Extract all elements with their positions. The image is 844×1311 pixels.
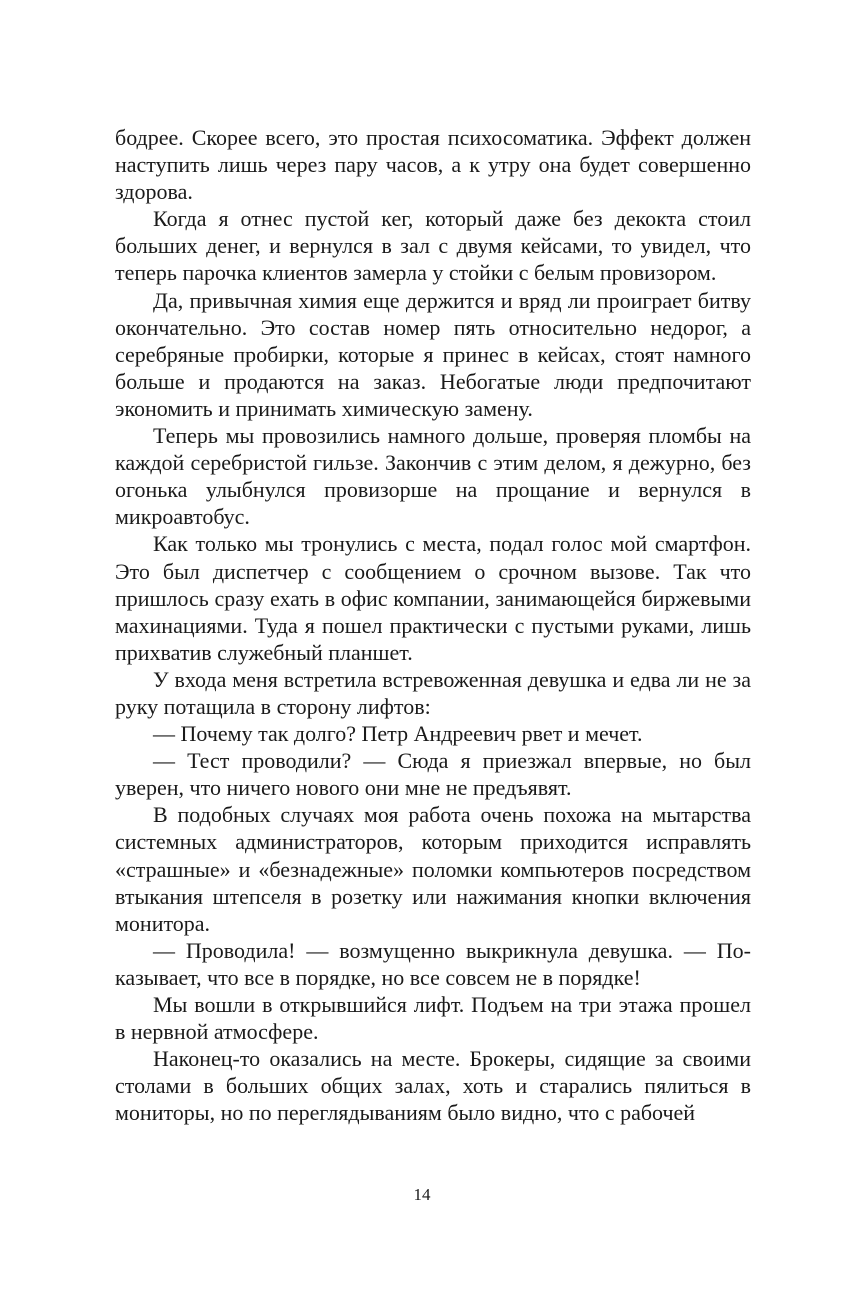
paragraph: Теперь мы провозились намного дольше, проверяя пломбы на каждой серебристой гильзе. Закончив с этим делом, я дежурно, без огонька улыбнулся провизорше на прощание и вернулся в микроавтобус. — [115, 423, 751, 530]
dialogue-line: — Проводила! — возмущенно выкрикнула девушка. — Показывает, что все в порядке, но все совсем не в порядке! — [115, 937, 751, 990]
paragraph: Наконец-то оказались на месте. Брокеры, сидящие за своими столами в больших общих залах, хоть и старались пялиться в мониторы, но по переглядываниям было видно, что с рабочей — [115, 1046, 751, 1126]
dialogue-line: — Почему так долго? Петр Андреевич рвет и мечет. — [153, 721, 643, 747]
paragraph: У входа меня встретила встревоженная девушка и едва ли не за руку потащила в сторону лифтов: — [115, 666, 751, 719]
paragraph: бодрее. Скорее всего, это простая психосоматика. Эффект должен наступить лишь через пару часов, а к утру она будет совершенно здорова. — [115, 125, 751, 205]
paragraph: Мы вошли в открывшийся лифт. Подъем на три этажа прошел в нервной атмосфере. — [115, 992, 751, 1045]
body-text — [115, 124, 751, 1126]
dialogue-line: — Тест проводили? — Сюда я приезжал впервые, но был уверен, что ничего нового они мне не предъявят. — [115, 748, 751, 801]
paragraph: В подобных случаях моя работа очень похожа на мытарства системных администраторов, которым приходится исправлять «страшные» и «безнадежные» поломки компьютеров посредством втыкания штепселя в розетку или нажимания кнопки включения монитора. — [115, 802, 751, 936]
page-number: 14 — [413, 1185, 431, 1204]
paragraph: Да, привычная химия еще держится и вряд ли проиграет битву окончательно. Это состав номер пять относительно недорог, а серебряные пробирки, которые я принес в кейсах, стоят намного больше и продаются на заказ. Небогатые люди предпочитают экономить и принимать химическую замену. — [115, 287, 751, 421]
paragraph: Как только мы тронулись с места, подал голос мой смартфон. Это был диспетчер с сообщением о срочном вызове. Так что пришлось сразу ехать в офис компании, занимающейся биржевыми махинациями. Туда я пошел практически с пустыми руками, лишь прихватив служебный планшет. — [115, 531, 751, 665]
paragraph: Когда я отнес пустой кег, который даже без декокта стоил больших денег, и вернулся в зал с двумя кейсами, то увидел, что теперь парочка клиентов замерла у стойки с белым провизором. — [115, 206, 751, 286]
